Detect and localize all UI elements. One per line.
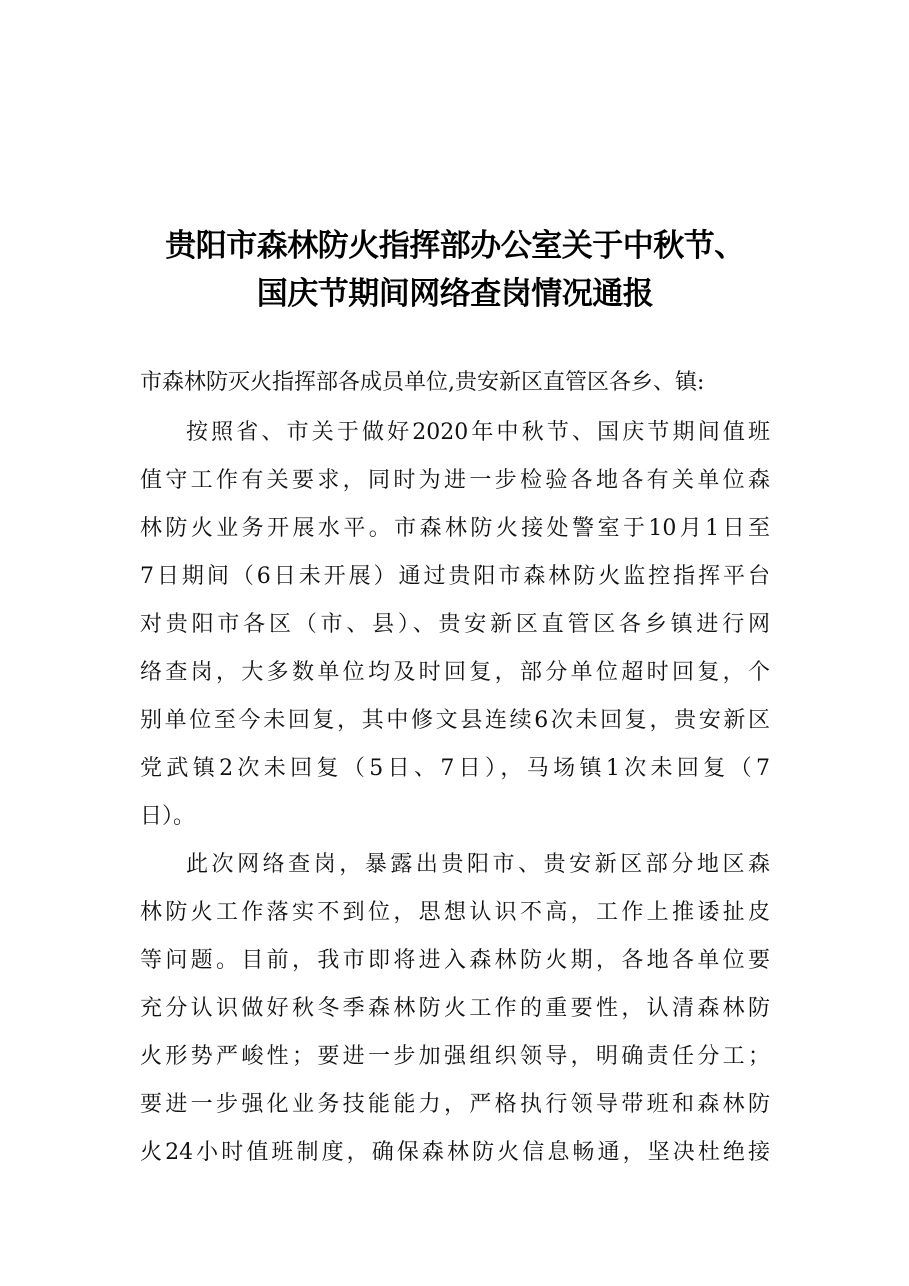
paragraph-1-line-2: 值守工作有关要求，同时为进一步检验各地各有关单位森 (140, 468, 770, 493)
paragraph-1-line-8: 党武镇2次未回复（5日、7日），马场镇1次未回复（7 (140, 756, 770, 781)
paragraph-1-line-9: 日）。 (140, 804, 196, 829)
salutation: 市森林防灭火指挥部各成员单位,贵安新区直管区各乡、镇: (140, 370, 705, 395)
paragraph-1-line-1: 按照省、市关于做好2020年中秋节、国庆节期间值班 (186, 420, 770, 445)
paragraph-2-line-5: 火形势严峻性；要进一步加强组织领导，明确责任分工； (140, 1044, 770, 1069)
paragraph-1-line-6: 络查岗，大多数单位均及时回复，部分单位超时回复，个 (140, 660, 770, 685)
paragraph-2-line-3: 等问题。目前，我市即将进入森林防火期，各地各单位要 (140, 948, 770, 973)
paragraph-2-line-4: 充分认识做好秋冬季森林防火工作的重要性，认清森林防 (140, 996, 770, 1021)
paragraph-2-line-7: 火24小时值班制度，确保森林防火信息畅通，坚决杜绝接 (140, 1140, 770, 1165)
document-title-line-1: 贵阳市森林防火指挥部办公室关于中秋节、 (165, 228, 745, 264)
paragraph-1-line-4: 7日期间（6日未开展）通过贵阳市森林防火监控指挥平台 (140, 564, 770, 589)
paragraph-1-line-3: 林防火业务开展水平。市森林防火接处警室于10月1日至 (140, 516, 770, 541)
paragraph-2-line-6: 要进一步强化业务技能能力，严格执行领导带班和森林防 (140, 1092, 770, 1117)
paragraph-2-line-1: 此次网络查岗，暴露出贵阳市、贵安新区部分地区森 (186, 852, 770, 877)
paragraph-1-line-7: 别单位至今未回复，其中修文县连续6次未回复，贵安新区 (140, 708, 770, 733)
document-title-line-2: 国庆节期间网络查岗情况通报 (256, 276, 654, 312)
paragraph-1-line-5: 对贵阳市各区（市、县）、贵安新区直管区各乡镇进行网 (140, 612, 770, 637)
paragraph-2-line-2: 林防火工作落实不到位，思想认识不高，工作上推诿扯皮 (140, 900, 770, 925)
